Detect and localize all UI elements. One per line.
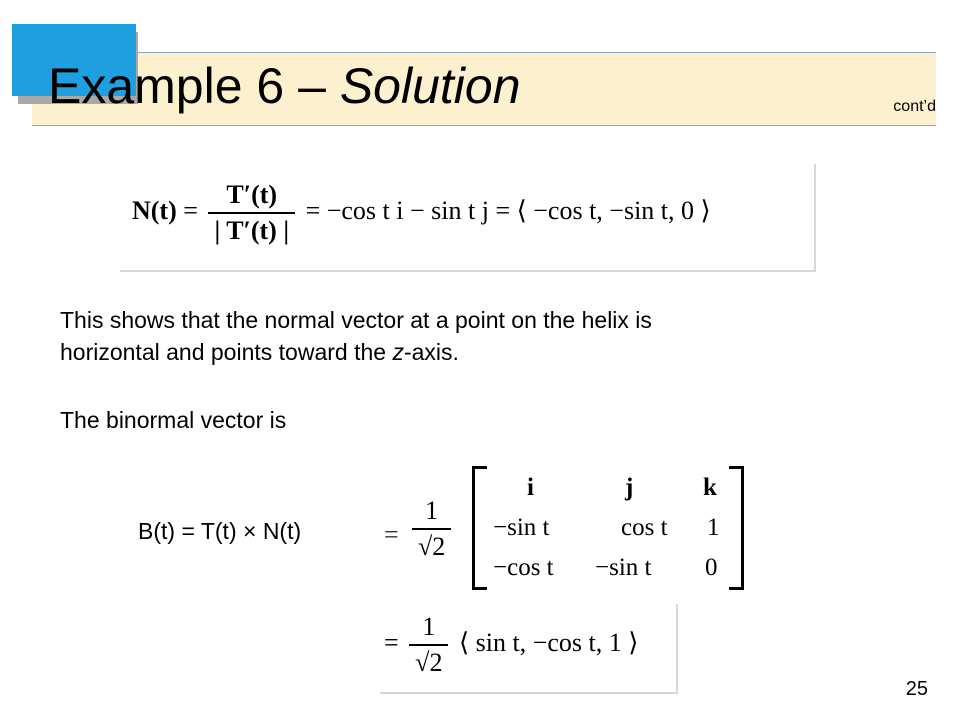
- paragraph-helix-line1: This shows that the normal vector at a point on the helix is: [60, 307, 652, 333]
- slide-title: [48, 56, 521, 116]
- normal-rhs: = −cos t i − sin t j = ⟨ −cos t, −sin t, 0 ⟩: [305, 195, 711, 225]
- result-equation: [384, 612, 638, 678]
- normal-eq: =: [183, 195, 198, 225]
- normal-frac-num: T′(t): [208, 180, 295, 214]
- normal-fraction: [208, 180, 295, 246]
- matrix-cell: −cos t: [493, 554, 554, 581]
- paragraph-binormal: The binormal vector is: [60, 407, 287, 433]
- binormal-eq: =: [384, 520, 399, 549]
- cross-product-matrix: [472, 466, 744, 590]
- matrix-cell: 1: [707, 514, 720, 541]
- normal-frac-den: | T′(t) |: [214, 216, 290, 245]
- page-number: 25: [905, 678, 928, 700]
- binormal-frac: [412, 496, 451, 562]
- paragraph-helix-line2-pre: horizontal and points toward the: [60, 339, 393, 365]
- matrix-cell: 0: [705, 554, 718, 581]
- matrix-cell: −sin t: [493, 514, 550, 541]
- binormal-fraction: [408, 496, 455, 562]
- result-vector: ⟨ sin t, −cos t, 1 ⟩: [458, 627, 639, 657]
- binormal-frac-num: 1: [412, 496, 451, 530]
- normal-equation: [132, 180, 711, 246]
- matrix-cell: cos t: [621, 514, 668, 541]
- matrix-cell: j: [625, 474, 634, 501]
- normal-lhs: N(t): [132, 195, 177, 225]
- matrix-cell: k: [703, 474, 717, 501]
- paragraph-helix: [60, 304, 652, 368]
- matrix-cell: i: [527, 474, 534, 501]
- slide-title-main: Example 6 –: [48, 58, 340, 114]
- z-variable: z: [392, 339, 404, 365]
- result-fraction: [409, 612, 448, 678]
- result-frac-den: √2: [415, 648, 443, 677]
- slide-title-italic: Solution: [339, 58, 521, 114]
- binormal-lhs: B(t) = T(t) × N(t): [138, 518, 302, 544]
- result-frac-num: 1: [409, 612, 448, 646]
- result-eq: =: [384, 627, 399, 657]
- matrix-cell: −sin t: [595, 554, 652, 581]
- binormal-frac-den: √2: [418, 532, 446, 561]
- paragraph-helix-line2-post: -axis.: [403, 339, 459, 365]
- paragraph-helix-line2: [60, 336, 652, 368]
- continued-label: cont’d: [893, 98, 936, 115]
